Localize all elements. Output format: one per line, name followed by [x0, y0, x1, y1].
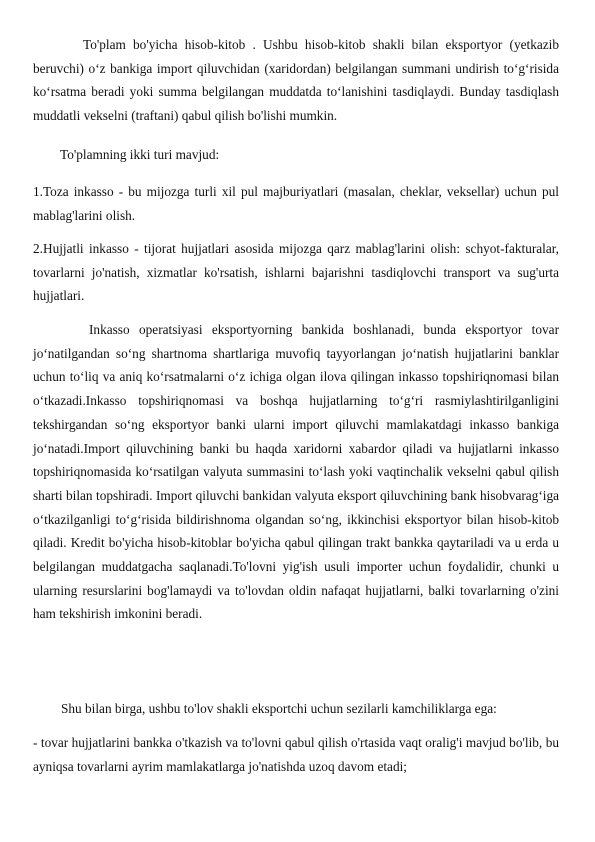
- paragraph-clean-collection: [33, 180, 559, 227]
- paragraph: - tovar hujjatlarini bankka o'tkazish va to'lovni qabul qilish o'rtasida vaqt oralig'i mavjud bo'lib, bu ayniqsa tovarlarni ayrim mamlakatlarga jo'natishda uzoq davom etadi;: [33, 735, 559, 774]
- paragraph-disadvantages-intro: [33, 697, 559, 721]
- paragraph-disadvantage-item: [33, 731, 559, 778]
- paragraph: To'plam bo'yicha hisob-kitob . Ushbu hisob-kitob shakli bilan eksportyor (yetkazib beruvchi) o‘z bankiga import qiluvchidan (xaridordan) belgilangan summani undirish to‘g‘risida ko‘rsatma beradi yoki summa belgilangan muddatda to‘lanishini tasdiqlaydi. Bunday tasdiqlash muddatli vekselni (traftani) qabul qilish bo'lishi mumkin.: [33, 37, 559, 124]
- paragraph-documentary-collection: [33, 237, 559, 308]
- paragraph-collection-operation: [33, 318, 559, 626]
- paragraph: Inkasso operatsiyasi eksportyorning bankida boshlanadi, bunda eksportyor tovar jo‘natilgandan so‘ng shartnoma shartlariga muvofiq tayyorlangan jo‘natish hujjatlarini banklar uchun to‘liq va aniq ko‘rsatmalarni o‘z ichiga olgan ilova qilingan inkasso topshiriqnomasi bilan o‘tkazadi.Inkasso topshiriqnomasi va boshqa hujjatlarning to‘g‘ri rasmiylashtirilganligini tekshirgandan so‘ng eksportyor banki ularni import qiluvchi mamlakatdagi inkasso bankiga jo‘natadi.Import qiluvchining banki bu haqda xaridorni xabardor qiladi va hujjatlarni inkasso topshiriqnomasida ko‘rsatilgan valyuta summasini to‘lash yoki vaqtinchalik vekselni qabul qilish sharti bilan topshiradi. Import qiluvchi bankidan valyuta eksport qiluvchining bank hisobvarag‘iga o‘tkazilganligi to‘g‘risida bildirishnoma olgandan so‘ng, ikkinchisi eksportyor bilan hisob-kitob qiladi. Kredit bo'yicha hisob-kitoblar bo'yicha qabul qilingan trakt bankka qaytariladi va u erda u belgilangan muddatgacha saqlanadi.To'lovni yig'ish usuli importer uchun foydalidir, chunki u ularning resurslarini bog'lamaydi va to'lovdan oldin nafaqat hujjatlarni, balki tovarlarning o'zini ham tekshirish imkonini beradi.: [33, 322, 559, 622]
- paragraph: To'plamning ikki turi mavjud:: [60, 147, 220, 162]
- paragraph: 1.Toza inkasso - bu mijozga turli xil pul majburiyatlari (masalan, cheklar, veksellar) uchun pul mablag'larini olish.: [33, 184, 559, 223]
- paragraph: 2.Hujjatli inkasso - tijorat hujjatlari asosida mijozga qarz mablag'larini olish: schyot-fakturalar, tovarlarni jo'natish, xizmatlar ko'rsatish, ishlarni bajarishni tasdiqlovchi transport va sug'urta hujjatlari.: [33, 241, 559, 304]
- paragraph: Shu bilan birga, ushbu to'lov shakli eksportchi uchun sezilarli kamchiliklarga ega:: [61, 701, 497, 716]
- paragraph-collection-definition: [33, 33, 559, 128]
- paragraph-types-heading: [33, 143, 559, 167]
